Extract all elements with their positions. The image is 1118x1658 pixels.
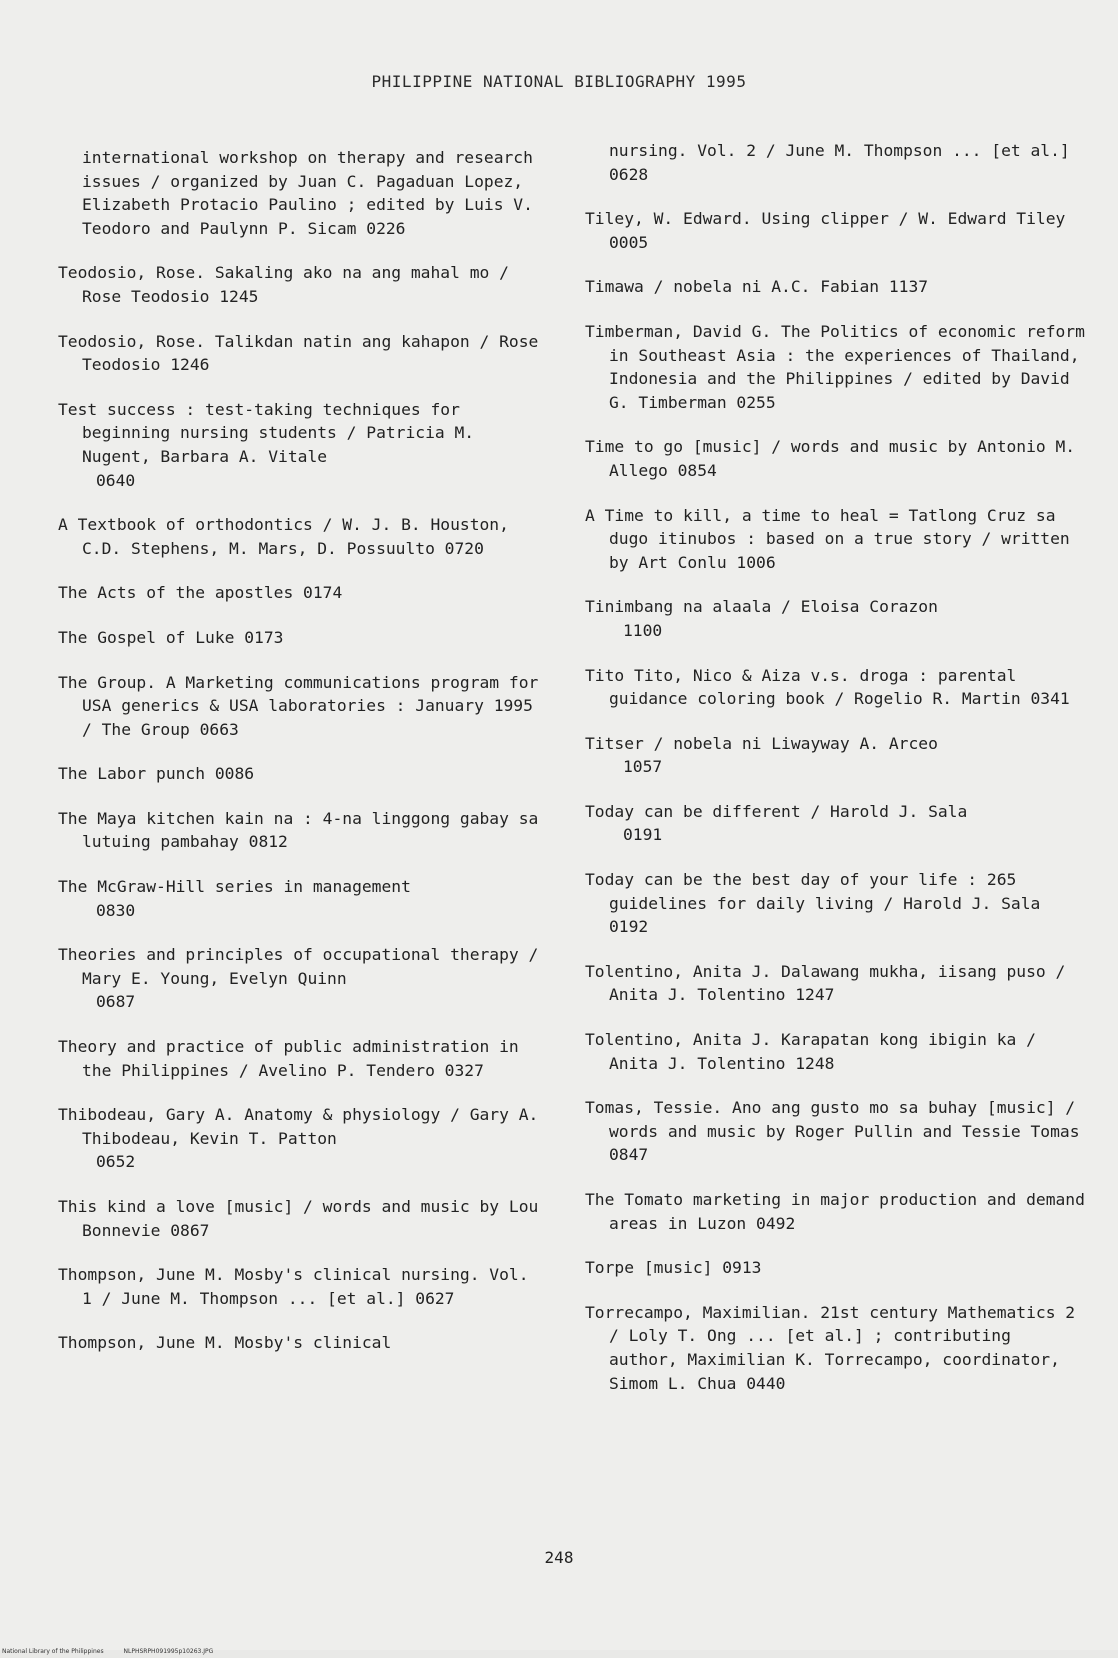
- bibliography-entry: [58, 1195, 548, 1242]
- entry-text: This kind a love [music] / words and music by Lou Bonnevie 0867: [58, 1197, 539, 1240]
- bibliography-entry: [585, 868, 1085, 939]
- entry-text: The Labor punch 0086: [58, 764, 255, 784]
- bibliography-entry: [585, 1301, 1085, 1395]
- bibliography-entry: [58, 807, 548, 854]
- entry-text: Today can be different / Harold J. Sala: [585, 801, 968, 821]
- entry-text: Time to go [music] / words and music by Antonio M. Allego 0854: [585, 437, 1076, 480]
- entry-number: 0640: [96, 470, 136, 490]
- bibliography-entry: [585, 139, 1085, 186]
- bibliography-entry: [58, 1331, 548, 1355]
- entry-text: Tomas, Tessie. Ano ang gusto mo sa buhay [music] / words and music by Roger Pullin and Tessie Tomas 0847: [585, 1098, 1080, 1165]
- entry-number: 1100: [623, 620, 663, 640]
- bibliography-entry: [585, 320, 1085, 414]
- bibliography-entry: [585, 595, 1085, 642]
- entry-text: Teodosio, Rose. Talikdan natin ang kahapon / Rose Teodosio 1246: [58, 331, 539, 375]
- entry-text: Thibodeau, Gary A. Anatomy & physiology / Gary A. Thibodeau, Kevin T. Patton: [58, 1105, 539, 1148]
- bibliography-entry: [585, 960, 1085, 1007]
- entry-text: The McGraw-Hill series in management: [58, 877, 411, 897]
- entry-text: The Acts of the apostles 0174: [58, 583, 343, 603]
- bibliography-entry: [58, 875, 548, 922]
- footer-institution: National Library of the Philippines: [2, 1648, 104, 1655]
- entry-text: Today can be the best day of your life : 265 guidelines for daily living / Harold J. Sala 0192: [585, 870, 1041, 937]
- bibliography-entry: [58, 513, 548, 560]
- bibliography-entry: [58, 398, 548, 492]
- bibliography-entry: [58, 943, 548, 1014]
- entry-number: 0687: [96, 992, 136, 1012]
- bibliography-entry: [585, 732, 1085, 779]
- entry-text: The Group. A Marketing communications program for USA generics & USA laboratories : January 1995 / The Group 0663: [58, 672, 539, 739]
- entry-number: 0652: [96, 1152, 136, 1172]
- entry-text: Theory and practice of public administration in the Philippines / Avelino P. Tendero 0327: [58, 1037, 519, 1080]
- bibliography-entry: [58, 626, 548, 650]
- entry-text: Tiley, W. Edward. Using clipper / W. Edward Tiley 0005: [585, 209, 1066, 252]
- entry-text: Test success : test-taking techniques for beginning nursing students / Patricia M. Nugent, Barbara A. Vitale: [58, 399, 475, 466]
- entry-text: Torrecampo, Maximilian. 21st century Mathematics 2 / Loly T. Ong ... [et al.] ; contributing author, Maximilian K. Torrecampo, coordinator, Simom L. Chua 0440: [585, 1302, 1076, 1393]
- entry-text: Titser / nobela ni Liwayway A. Arceo: [585, 733, 938, 753]
- right-column: [585, 139, 1085, 1416]
- left-column: [58, 146, 548, 1376]
- entry-text: Thompson, June M. Mosby's clinical nursing. Vol. 1 / June M. Thompson ... [et al.] 0627: [58, 1265, 529, 1308]
- scan-footer: [2, 1648, 231, 1655]
- bibliography-entry: [58, 671, 548, 742]
- entry-text: Timawa / nobela ni A.C. Fabian 1137: [585, 277, 929, 297]
- entry-text: The Tomato marketing in major production and demand areas in Luzon 0492: [585, 1190, 1085, 1233]
- bibliography-entry: [585, 207, 1085, 254]
- entry-text: Tinimbang na alaala / Eloisa Corazon: [585, 597, 938, 617]
- entry-text: Teodosio, Rose. Sakaling ako na ang mahal mo / Rose Teodosio 1245: [58, 263, 509, 306]
- bibliography-entry: [585, 1256, 1085, 1280]
- bibliography-entry: [585, 504, 1085, 575]
- bibliography-entry: [58, 1103, 548, 1174]
- bibliography-entry: [58, 261, 548, 308]
- bibliography-entry: [58, 581, 548, 605]
- bibliography-entry: [585, 275, 1085, 299]
- entry-text: Theories and principles of occupational therapy / Mary E. Young, Evelyn Quinn: [58, 945, 539, 988]
- bibliography-entry: [58, 146, 548, 240]
- entry-text: A Textbook of orthodontics / W. J. B. Houston, C.D. Stephens, M. Mars, D. Possuulto 0720: [58, 515, 509, 558]
- bibliography-entry: [58, 762, 548, 786]
- bibliography-entry: [58, 330, 548, 377]
- footer-file-id: NLPHSRPH091995p10263.JPG: [123, 1648, 214, 1655]
- entry-text: international workshop on therapy and research issues / organized by Juan C. Pagaduan Lopez, Elizabeth Protacio Paulino ; edited by Luis V. Teodoro and Paulynn P. Sicam 0226: [82, 148, 533, 238]
- page-header: PHILIPPINE NATIONAL BIBLIOGRAPHY 1995: [371, 72, 747, 91]
- bibliography-entry: [58, 1035, 548, 1082]
- entry-text: nursing. Vol. 2 / June M. Thompson ... [et al.] 0628: [609, 141, 1070, 184]
- entry-text: Tito Tito, Nico & Aiza v.s. droga : parental guidance coloring book / Rogelio R. Martin 0341: [585, 665, 1070, 709]
- entry-number: 0830: [96, 900, 136, 920]
- entry-text: The Maya kitchen kain na : 4-na linggong gabay sa lutuing pambahay 0812: [58, 808, 539, 852]
- bibliography-entry: [585, 664, 1085, 711]
- bibliography-entry: [58, 1263, 548, 1310]
- entry-number: 1057: [623, 757, 663, 777]
- bibliography-entry: [585, 800, 1085, 847]
- entry-text: Torpe [music] 0913: [585, 1258, 762, 1278]
- entry-text: A Time to kill, a time to heal = Tatlong Cruz sa dugo itinubos : based on a true story / written by Art Conlu 1006: [585, 505, 1070, 572]
- bibliography-entry: [585, 1028, 1085, 1075]
- entry-text: Tolentino, Anita J. Dalawang mukha, iisang puso / Anita J. Tolentino 1247: [585, 961, 1066, 1005]
- entry-text: Thompson, June M. Mosby's clinical: [58, 1333, 392, 1353]
- bibliography-entry: [585, 1096, 1085, 1167]
- page-number: 248: [544, 1548, 574, 1567]
- entry-number: 0191: [623, 825, 663, 845]
- entry-text: Timberman, David G. The Politics of economic reform in Southeast Asia : the experiences of Thailand, Indonesia and the Philippines / edited by David G. Timberman 0255: [585, 321, 1085, 412]
- entry-text: The Gospel of Luke 0173: [58, 627, 284, 647]
- entry-text: Tolentino, Anita J. Karapatan kong ibigin ka / Anita J. Tolentino 1248: [585, 1030, 1036, 1073]
- bibliography-entry: [585, 1188, 1085, 1235]
- bibliography-entry: [585, 435, 1085, 482]
